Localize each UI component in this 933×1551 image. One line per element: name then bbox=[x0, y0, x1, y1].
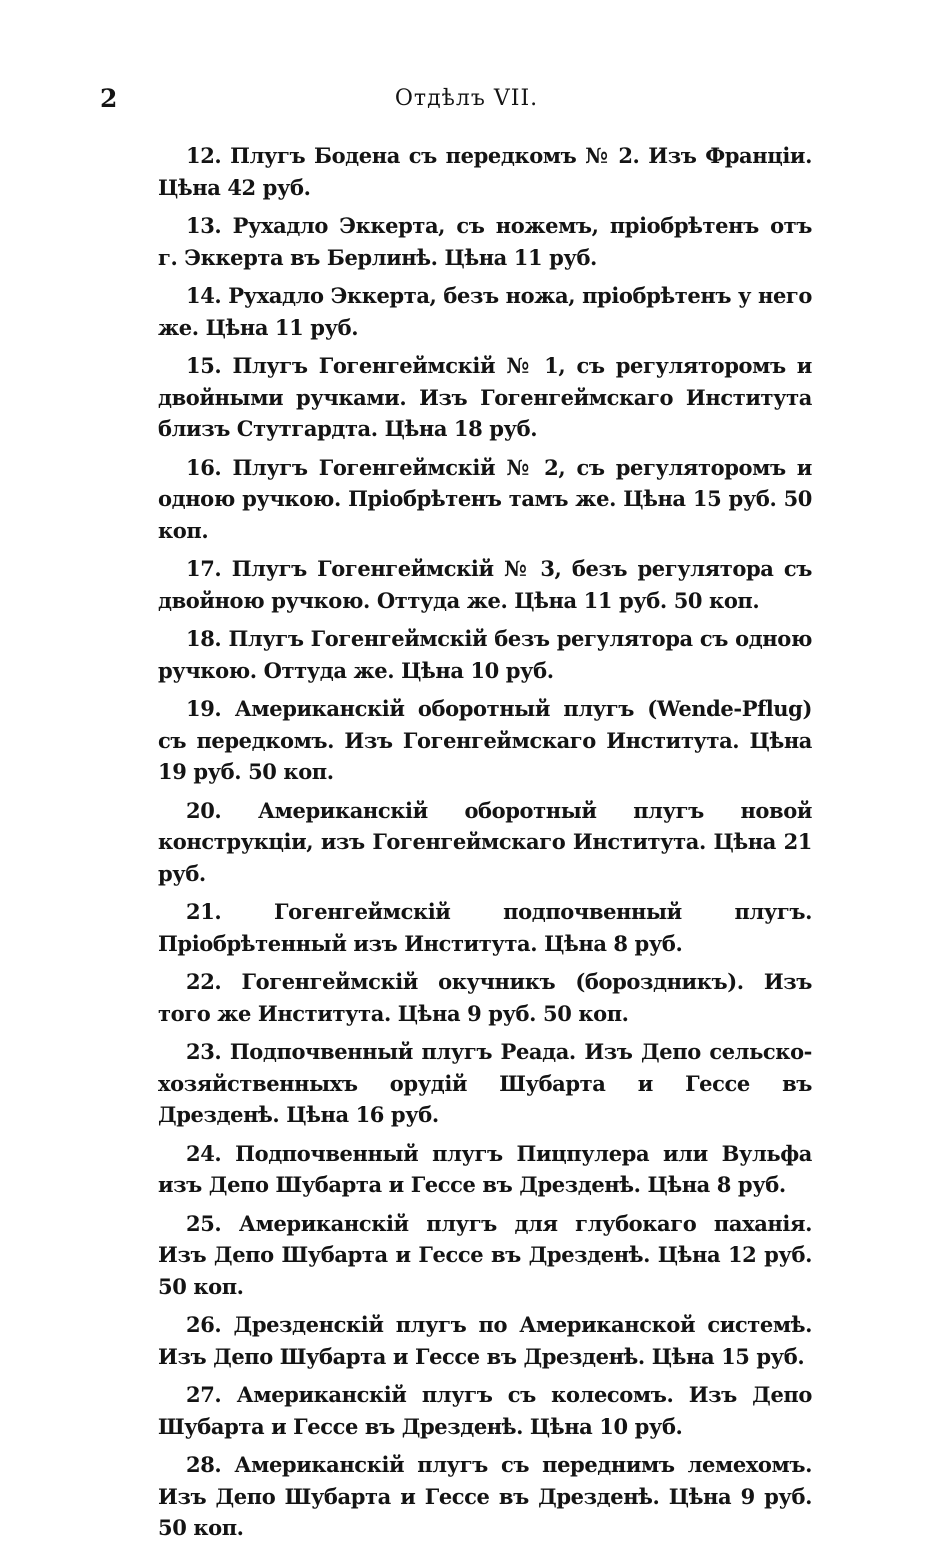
catalog-entry-26: 26. Дрезденскій плугъ по Американской системѣ. Изъ Депо Шубарта и Гессе въ Дрезденѣ. Цѣна 15 руб. bbox=[158, 1312, 812, 1369]
catalog-entry-23: 23. Подпочвенный плугъ Реада. Изъ Депо сельско-хозяйственныхъ орудій Шубарта и Гессе въ Дрезденѣ. Цѣна 16 руб. bbox=[158, 1039, 812, 1127]
catalog-entry-22: 22. Гогенгеймскій окучникъ (бороздникъ). Изъ того же Института. Цѣна 9 руб. 50 коп. bbox=[158, 969, 812, 1026]
catalog-entry-27: 27. Американскій плугъ съ колесомъ. Изъ Депо Шубарта и Гессе въ Дрезденѣ. Цѣна 10 руб. bbox=[158, 1382, 812, 1439]
catalog-entry-16: 16. Плугъ Гогенгеймскій № 2, съ регуляторомъ и одною ручкою. Пріобрѣтенъ тамъ же. Цѣна 15 руб. 50 коп. bbox=[158, 454, 812, 543]
catalog-entry-19: 19. Американскій оборотный плугъ (Wende-Pflug) съ передкомъ. Изъ Гогенгеймскаго Института. Цѣна 19 руб. 50 коп. bbox=[158, 696, 812, 784]
catalog-entry-13: 13. Рухадло Эккерта, съ ножемъ, пріобрѣтенъ отъ г. Эккерта въ Берлинѣ. Цѣна 11 руб. bbox=[158, 213, 812, 270]
catalog-entry-15: 15. Плугъ Гогенгеймскій № 1, съ регуляторомъ и двойными ручками. Изъ Гогенгеймскаго Института близъ Стутгардта. Цѣна 18 руб. bbox=[158, 353, 812, 441]
catalog-entry-20: 20. Американскій оборотный плугъ новой конструкціи, изъ Гогенгеймскаго Института. Цѣна 21 руб. bbox=[158, 797, 812, 886]
catalog-entry-18: 18. Плугъ Гогенгеймскій безъ регулятора съ одною ручкою. Оттуда же. Цѣна 10 руб. bbox=[158, 626, 812, 683]
catalog-entry-21: 21. Гогенгеймскій подпочвенный плугъ. Пріобрѣтенный изъ Института. Цѣна 8 руб. bbox=[158, 899, 812, 956]
catalog-entries bbox=[158, 140, 812, 1551]
catalog-entry-12: 12. Плугъ Бодена съ передкомъ № 2. Изъ Франціи. Цѣна 42 руб. bbox=[158, 143, 812, 200]
catalog-entry-28: 28. Американскій плугъ съ переднимъ лемехомъ. Изъ Депо Шубарта и Гессе въ Дрезденѣ. Цѣна 9 руб. 50 коп. bbox=[158, 1452, 812, 1540]
catalog-entry-17: 17. Плугъ Гогенгеймскій № 3, безъ регулятора съ двойною ручкою. Оттуда же. Цѣна 11 руб. 50 коп. bbox=[158, 556, 812, 613]
catalog-entry-24: 24. Подпочвенный плугъ Пицпулера или Вульфа изъ Депо Шубарта и Гессе въ Дрезденѣ. Цѣна 8 руб. bbox=[158, 1140, 812, 1197]
section-title: Отдѣлъ VII. bbox=[394, 86, 539, 111]
catalog-entry-25: 25. Американскій плугъ для глубокаго паханія. Изъ Депо Шубарта и Гессе въ Дрезденѣ. Цѣна 12 руб. 50 коп. bbox=[158, 1210, 812, 1299]
catalog-entry-14: 14. Рухадло Эккерта, безъ ножа, пріобрѣтенъ у него же. Цѣна 11 руб. bbox=[158, 283, 812, 340]
page-number: 2 bbox=[100, 84, 118, 113]
